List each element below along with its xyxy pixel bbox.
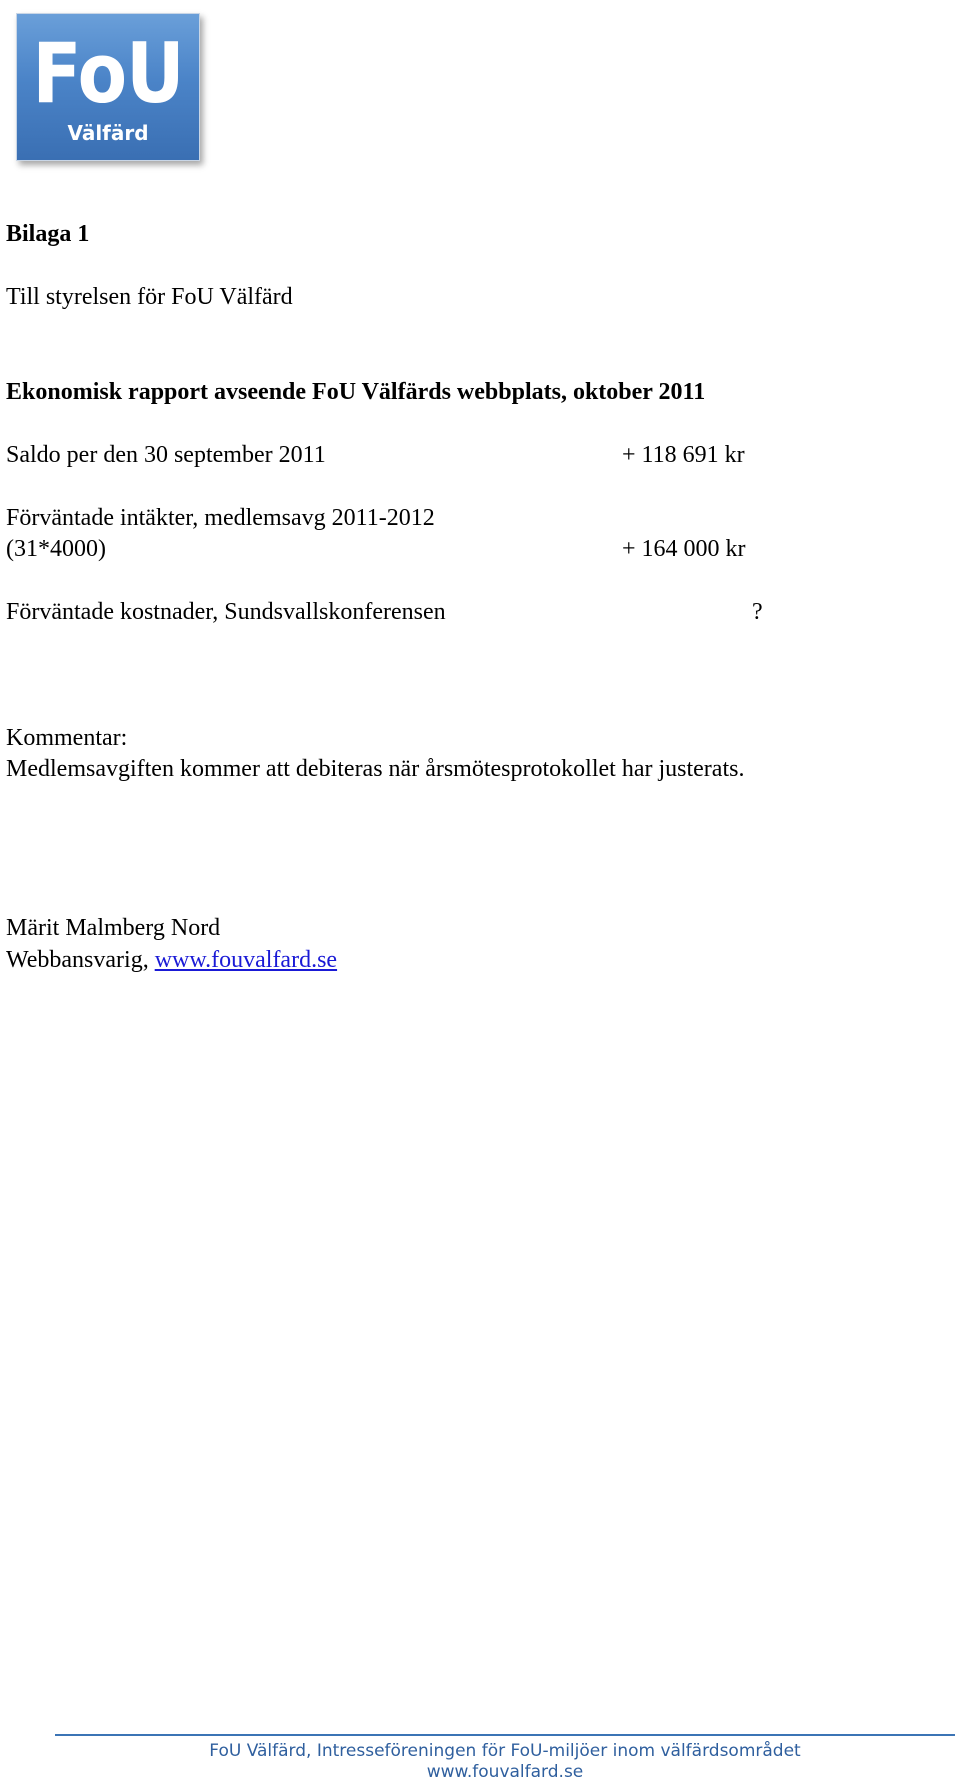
recipient-line: Till styrelsen för FoU Välfärd xyxy=(6,284,293,310)
signature-role: Webbansvarig, xyxy=(6,947,149,973)
signature-name: Märit Malmberg Nord xyxy=(6,915,221,941)
signature-role-line xyxy=(6,946,337,974)
footer-website: www.fouvalfard.se xyxy=(426,1762,584,1782)
website-link[interactable]: www.fouvalfard.se xyxy=(154,947,338,973)
report-heading: Ekonomisk rapport avseende FoU Välfärds webbplats, oktober 2011 xyxy=(6,379,706,405)
income-amount: + 164 000 kr xyxy=(622,536,746,562)
cost-label: Förväntade kostnader, Sundsvallskonferensen xyxy=(6,599,446,625)
attachment-label: Bilaga 1 xyxy=(6,221,90,247)
cost-amount: ? xyxy=(752,599,763,625)
logo-main-text: FoU xyxy=(32,25,184,122)
logo-sub-text: Välfärd xyxy=(67,121,149,145)
footer-divider xyxy=(55,1734,955,1736)
fou-valfard-logo xyxy=(16,13,200,161)
comment-label: Kommentar: xyxy=(6,725,128,751)
balance-label: Saldo per den 30 september 2011 xyxy=(6,442,326,468)
footer-organization: FoU Välfärd, Intresseföreningen för FoU-miljöer inom välfärdsområdet xyxy=(209,1741,801,1761)
income-label: Förväntade intäkter, medlemsavg 2011-2012 xyxy=(6,505,435,531)
balance-amount: + 118 691 kr xyxy=(622,442,745,468)
income-label-calc: (31*4000) xyxy=(6,536,106,562)
comment-text: Medlemsavgiften kommer att debiteras när årsmötesprotokollet har justerats. xyxy=(6,756,745,782)
